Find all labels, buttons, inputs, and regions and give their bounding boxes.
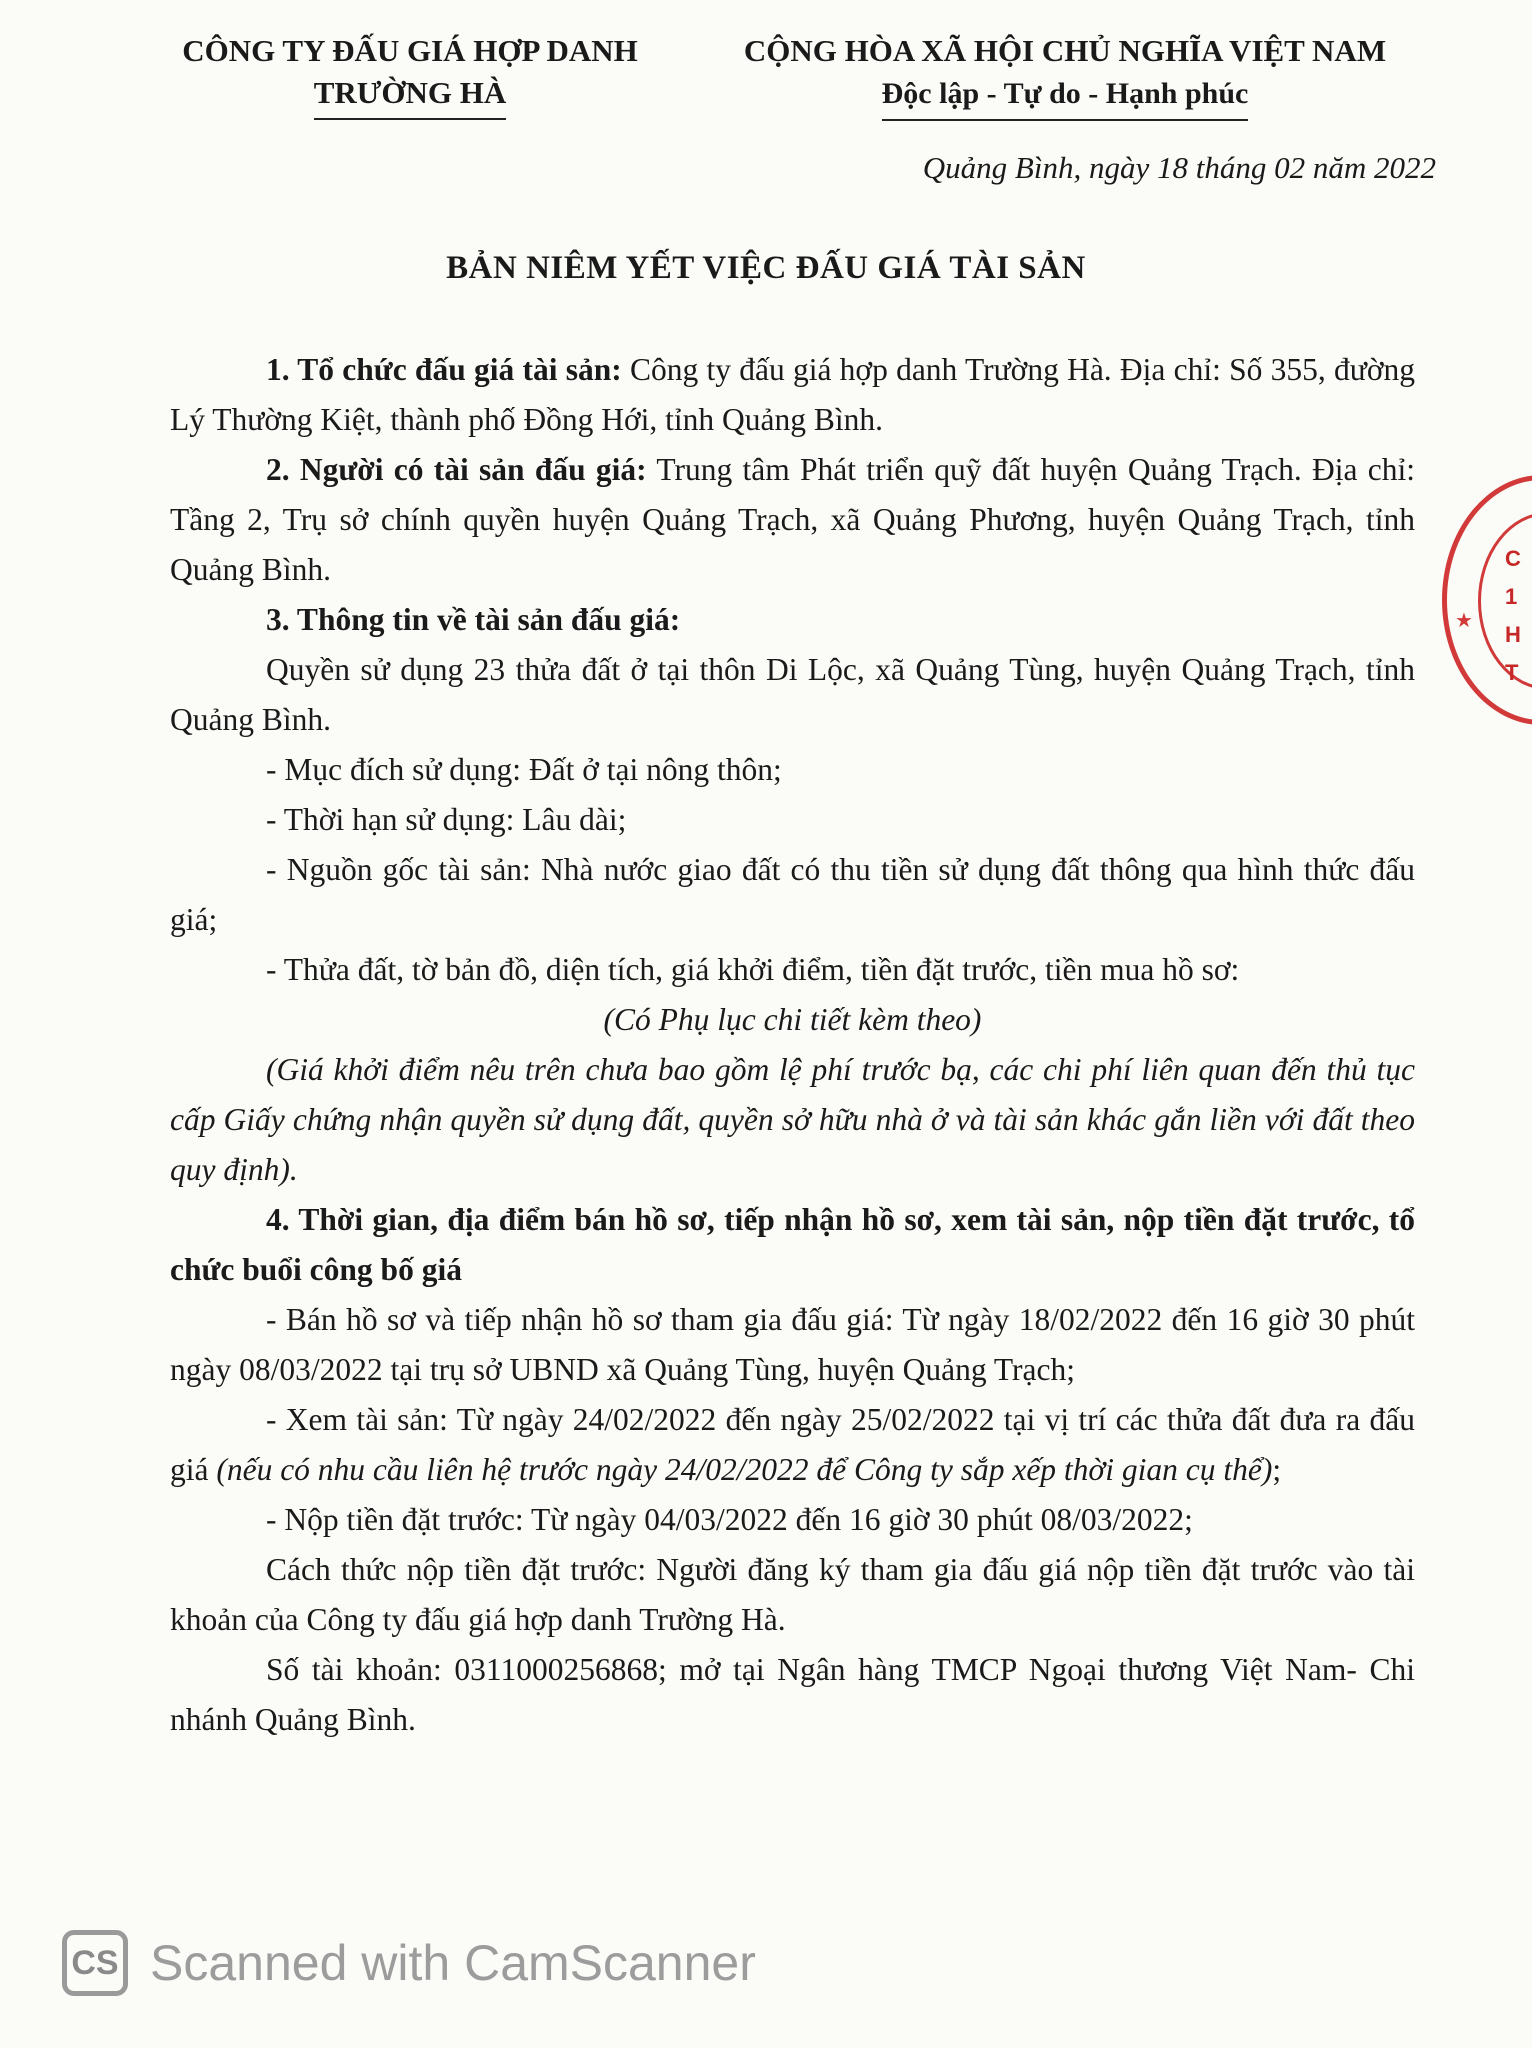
section-4-deposit-method: Cách thức nộp tiền đặt trước: Người đăng ký tham gia đấu giá nộp tiền đặt trước vào tài khoản của Công ty đấu giá hợp danh Trường Hà. (170, 1552, 1415, 1637)
viewing-note: (nếu có nhu cầu liên hệ trước ngày 24/02/2022 để Công ty sắp xếp thời gian cụ thể) (216, 1452, 1273, 1487)
section-4-bank-account: Số tài khoản: 0311000256868; mở tại Ngân hàng TMCP Ngoại thương Việt Nam- Chi nhánh Quảng Bình. (170, 1652, 1415, 1737)
section-1 (170, 345, 1415, 445)
viewing-end: ; (1272, 1452, 1282, 1487)
section-3-label: 3. Thông tin về tài sản đấu giá: (266, 602, 681, 637)
section-3-paragraph: Quyền sử dụng 23 thửa đất ở tại thôn Di Lộc, xã Quảng Tùng, huyện Quảng Trạch, tỉnh Quảng Bình. (170, 652, 1415, 737)
seal-letter: 1 (1505, 584, 1518, 609)
org-name-line2: TRƯỜNG HÀ (314, 72, 507, 120)
section-3-duration: - Thời hạn sử dụng: Lâu dài; (266, 802, 627, 837)
seal-letter: T (1505, 660, 1519, 685)
document-date: Quảng Bình, ngày 18 tháng 02 năm 2022 (922, 150, 1436, 185)
price-note: (Giá khởi điểm nêu trên chưa bao gồm lệ phí trước bạ, các chi phí liên quan đến thủ tục cấp Giấy chứng nhận quyền sử dụng đất, quyền sở hữu nhà ở và tài sản khác gắn liền với đất theo quy định). (170, 1052, 1415, 1187)
section-4-dossier: - Bán hồ sơ và tiếp nhận hồ sơ tham gia đấu giá: Từ ngày 18/02/2022 đến 16 giờ 30 phút ngày 08/03/2022 tại trụ sở UBND xã Quảng Tùng, huyện Quảng Trạch; (170, 1302, 1415, 1387)
section-4-label: 4. Thời gian, địa điểm bán hồ sơ, tiếp nhận hồ sơ, xem tài sản, nộp tiền đặt trước, tổ chức buổi công bố giá (170, 1202, 1415, 1287)
section-2 (170, 445, 1415, 595)
camscanner-logo-icon: CS (62, 1930, 128, 1996)
section-1-text: Công ty đấu giá hợp danh Trường Hà. Địa chỉ: Số 355, đường Lý Thường Kiệt, thành phố Đồng Hới, tỉnh Quảng Bình. (170, 352, 1415, 437)
section-4-deposit: - Nộp tiền đặt trước: Từ ngày 04/03/2022 đến 16 giờ 30 phút 08/03/2022; (266, 1502, 1193, 1537)
national-motto: Độc lập - Tự do - Hạnh phúc (882, 73, 1249, 121)
section-3-parcel-info: - Thửa đất, tờ bản đồ, diện tích, giá khởi điểm, tiền đặt trước, tiền mua hồ sơ: (266, 952, 1240, 987)
national-header (700, 30, 1430, 121)
seal-letter: H (1505, 622, 1521, 647)
document-body (170, 345, 1415, 1745)
section-2-label: 2. Người có tài sản đấu giá: (266, 452, 647, 487)
section-2-text: Trung tâm Phát triển quỹ đất huyện Quảng Trạch. Địa chỉ: Tầng 2, Trụ sở chính quyền huyện Quảng Trạch, xã Quảng Phương, huyện Quảng Trạch, tỉnh Quảng Bình. (170, 452, 1415, 587)
organization-header (150, 30, 670, 120)
document-title: BẢN NIÊM YẾT VIỆC ĐẤU GIÁ TÀI SẢN (446, 250, 1086, 286)
viewing-text: - Xem tài sản: Từ ngày 24/02/2022 đến ngày 25/02/2022 tại vị trí các thửa đất đưa ra đấu giá (170, 1402, 1415, 1487)
section-4-heading (170, 1195, 1415, 1295)
section-3-origin: - Nguồn gốc tài sản: Nhà nước giao đất có thu tiền sử dụng đất thông qua hình thức đấu giá; (170, 852, 1415, 937)
section-3-heading (170, 595, 1415, 645)
seal-star-icon: ★ (1455, 610, 1473, 632)
section-1-label: 1. Tổ chức đấu giá tài sản: (266, 352, 622, 387)
appendix-note: (Có Phụ lục chi tiết kèm theo) (603, 1002, 982, 1037)
scanner-watermark: Scanned with CamScanner (150, 1935, 756, 1991)
section-4-viewing (170, 1395, 1415, 1495)
seal-letters (1505, 540, 1521, 692)
seal-letter: C (1505, 546, 1521, 571)
section-3-purpose: - Mục đích sử dụng: Đất ở tại nông thôn; (266, 752, 782, 787)
org-name-line1: CÔNG TY ĐẤU GIÁ HỢP DANH (182, 33, 638, 68)
country-name: CỘNG HÒA XÃ HỘI CHỦ NGHĨA VIỆT NAM (743, 33, 1387, 68)
